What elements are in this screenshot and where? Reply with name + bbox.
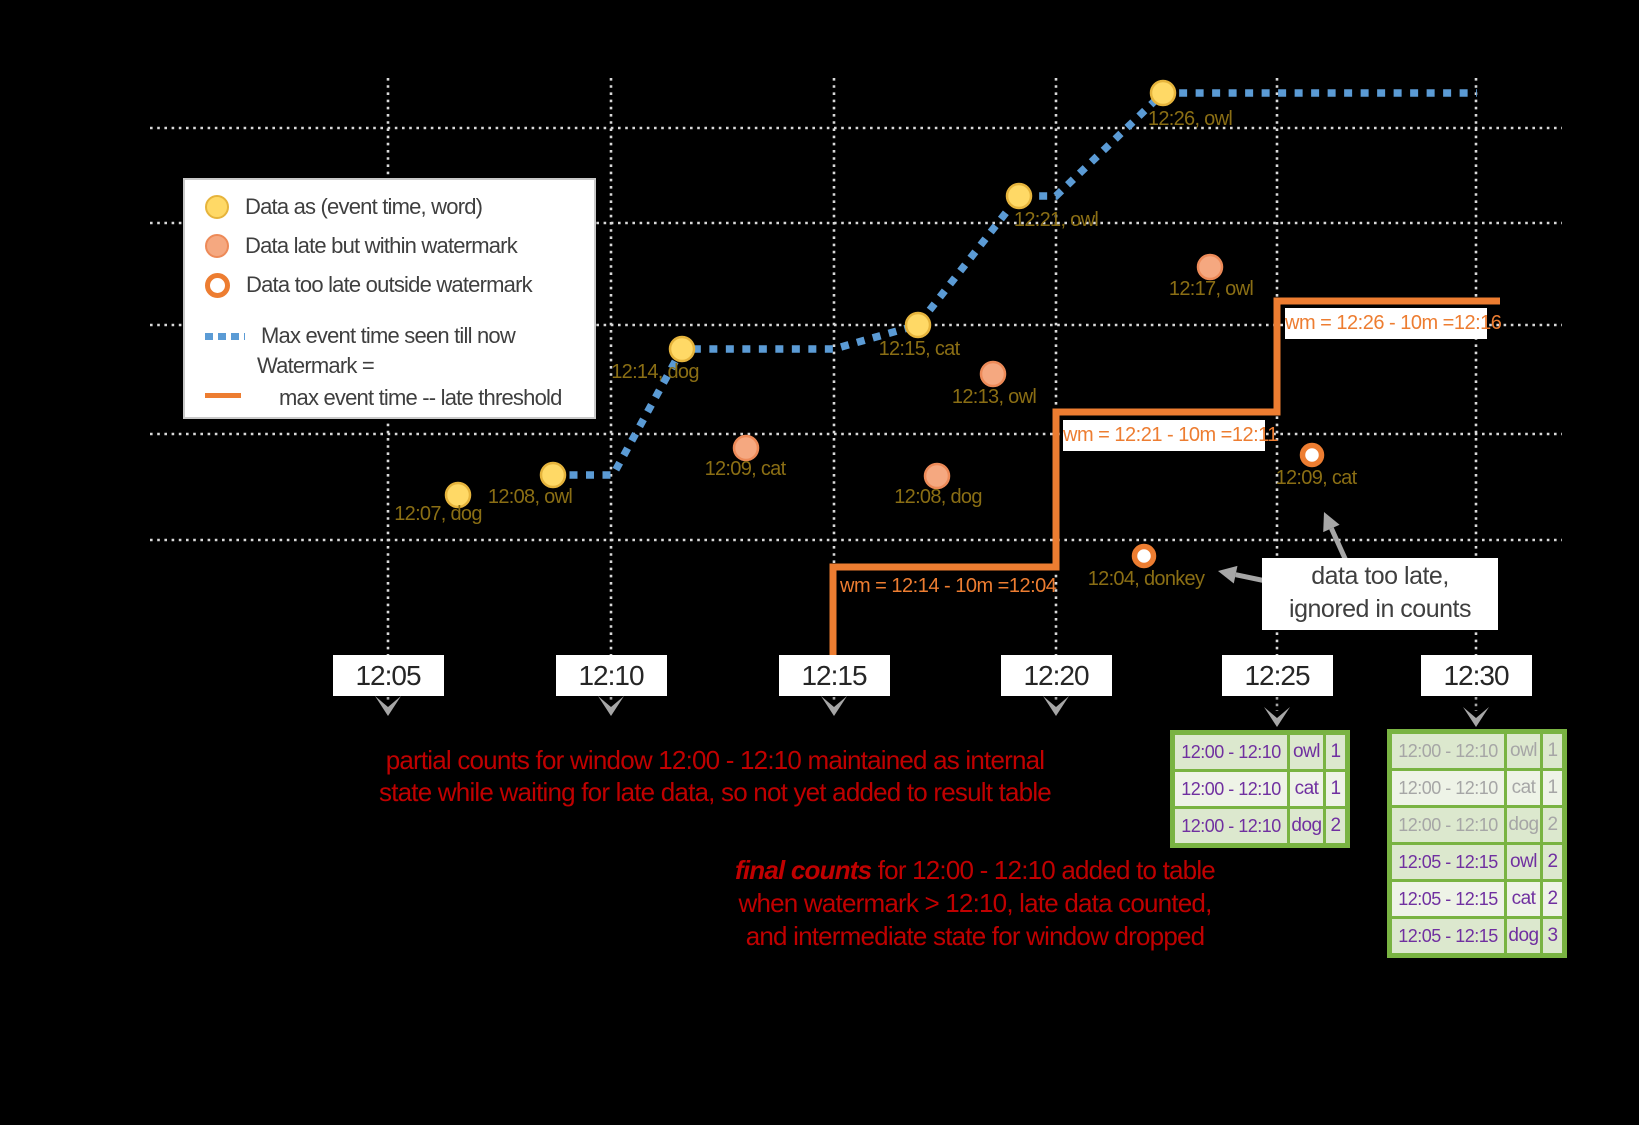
table-cell-count: 1 (1326, 735, 1345, 769)
data-point-ontime (1151, 81, 1175, 105)
table-row (1392, 882, 1562, 916)
note-arrowhead-icon (1218, 566, 1237, 584)
table-cell-count: 2 (1543, 882, 1562, 916)
annotation-line: and intermediate state for window dropped (745, 921, 1205, 951)
watermark-step-label-2: wm = 12:21 - 10m =12:11 (1063, 420, 1265, 451)
table-cell-count: 1 (1326, 772, 1345, 806)
table-cell-window: 12:05 - 12:15 (1392, 882, 1504, 916)
max-event-line-icon (205, 333, 245, 340)
table-row (1392, 919, 1562, 953)
axis-arrowhead-icon (1264, 707, 1290, 727)
legend-label: Data late but within watermark (245, 233, 517, 259)
result-table-at-12-25 (1170, 730, 1350, 848)
data-point-late (1198, 255, 1222, 279)
table-cell-count: 1 (1543, 734, 1562, 768)
x-axis-label-12-30: 12:30 (1421, 655, 1532, 696)
too-late-note-line1: data too late, (1311, 562, 1449, 590)
table-cell-count: 1 (1543, 771, 1562, 805)
ontime-dot-icon (205, 195, 229, 219)
data-point-ontime (541, 463, 565, 487)
table-row (1392, 771, 1562, 805)
data-point-ontime (670, 337, 694, 361)
legend (183, 178, 596, 419)
x-axis-label-12-05: 12:05 (333, 655, 444, 696)
data-point-label: 12:07, dog (394, 503, 482, 525)
data-point-ontime (906, 313, 930, 337)
table-cell-word: owl (1507, 734, 1540, 768)
table-cell-word: owl (1290, 735, 1323, 769)
table-row (1392, 734, 1562, 768)
legend-label: Max event time seen till now (261, 323, 515, 349)
max-event-time-line (553, 93, 1477, 475)
result-table (1387, 729, 1567, 958)
data-point-label: 12:26, owl (1147, 108, 1233, 130)
data-point-label: 12:13, owl (951, 386, 1037, 408)
table-row (1392, 808, 1562, 842)
table-cell-window: 12:05 - 12:15 (1392, 919, 1504, 953)
data-point-label: 12:08, dog (894, 486, 982, 508)
table-cell-window: 12:05 - 12:15 (1392, 845, 1504, 879)
legend-label (257, 350, 562, 414)
table-cell-count: 2 (1543, 845, 1562, 879)
table-row (1175, 735, 1345, 769)
table-cell-count: 2 (1326, 809, 1345, 843)
data-point-label: 12:08, owl (487, 486, 573, 508)
legend-item-ontime (205, 192, 482, 222)
table-cell-window: 12:00 - 12:10 (1392, 808, 1504, 842)
table-cell-word: owl (1507, 845, 1540, 879)
annotation-line: when watermark > 12:10, late data counted, (738, 888, 1212, 918)
table-row (1175, 809, 1345, 843)
table-cell-count: 2 (1543, 808, 1562, 842)
data-point-label: 12:09, cat (1275, 467, 1357, 489)
table-cell-word: dog (1507, 919, 1540, 953)
legend-item-watermark (205, 350, 562, 414)
late-dot-icon (205, 234, 229, 258)
too-late-note-line2: ignored in counts (1289, 595, 1471, 623)
legend-item-too-late (205, 270, 532, 300)
annotation-line: partial counts for window 12:00 - 12:10 maintained as internal (385, 745, 1045, 775)
table-cell-word: dog (1507, 808, 1540, 842)
table-cell-count: 3 (1543, 919, 1562, 953)
legend-item-max-event-time (205, 321, 515, 351)
partial-counts-annotation (265, 744, 1165, 808)
data-point-too-late (1303, 446, 1322, 465)
data-point-too-late (1135, 547, 1154, 566)
table-cell-word: cat (1290, 772, 1323, 806)
watermark-label-line1: Watermark = (257, 353, 374, 379)
legend-item-late (205, 231, 517, 261)
table-cell-word: cat (1507, 771, 1540, 805)
data-point-label: 12:17, owl (1168, 278, 1254, 300)
legend-label: Data too late outside watermark (246, 272, 532, 298)
table-row (1392, 845, 1562, 879)
x-axis-label-12-15: 12:15 (779, 655, 890, 696)
final-counts-annotation (600, 854, 1350, 953)
final-counts-emphasis: final counts (735, 855, 872, 885)
x-axis-label-12-20: 12:20 (1001, 655, 1112, 696)
x-axis-label-12-10: 12:10 (556, 655, 667, 696)
watermark-label-line2: max event time -- late threshold (279, 385, 562, 410)
too-late-note (1262, 558, 1498, 630)
watermark-line-icon (205, 393, 241, 398)
legend-label: Data as (event time, word) (245, 194, 483, 220)
table-row (1175, 772, 1345, 806)
table-cell-window: 12:00 - 12:10 (1175, 772, 1287, 806)
result-table (1170, 730, 1350, 848)
data-point-late (925, 464, 949, 488)
x-axis-label-12-25: 12:25 (1222, 655, 1333, 696)
data-point-label: 12:15, cat (878, 338, 960, 360)
data-point-late (734, 436, 758, 460)
data-point-label: 12:14, dog (611, 361, 699, 383)
table-cell-window: 12:00 - 12:10 (1175, 809, 1287, 843)
watermark-step-label-3: wm = 12:26 - 10m =12:16 (1285, 308, 1487, 339)
data-point-label: 12:09, cat (704, 458, 786, 480)
watermark-step-label-1: wm = 12:14 - 10m =12:04 (840, 575, 1057, 597)
axis-arrowhead-icon (1463, 707, 1489, 727)
data-point-ontime (1007, 184, 1031, 208)
table-cell-word: cat (1507, 882, 1540, 916)
table-cell-window: 12:00 - 12:10 (1392, 771, 1504, 805)
data-point-label: 12:21, owl (1013, 209, 1099, 231)
table-cell-window: 12:00 - 12:10 (1175, 735, 1287, 769)
annotation-line: final counts for 12:00 - 12:10 added to table (735, 855, 1215, 885)
data-point-label: 12:04, donkey (1087, 568, 1205, 590)
result-table-at-12-30 (1387, 729, 1567, 958)
annotation-line: state while waiting for late data, so not yet added to result table (379, 777, 1051, 807)
too-late-ring-icon (205, 273, 230, 298)
table-cell-window: 12:00 - 12:10 (1392, 734, 1504, 768)
data-point-late (981, 362, 1005, 386)
table-cell-word: dog (1290, 809, 1323, 843)
